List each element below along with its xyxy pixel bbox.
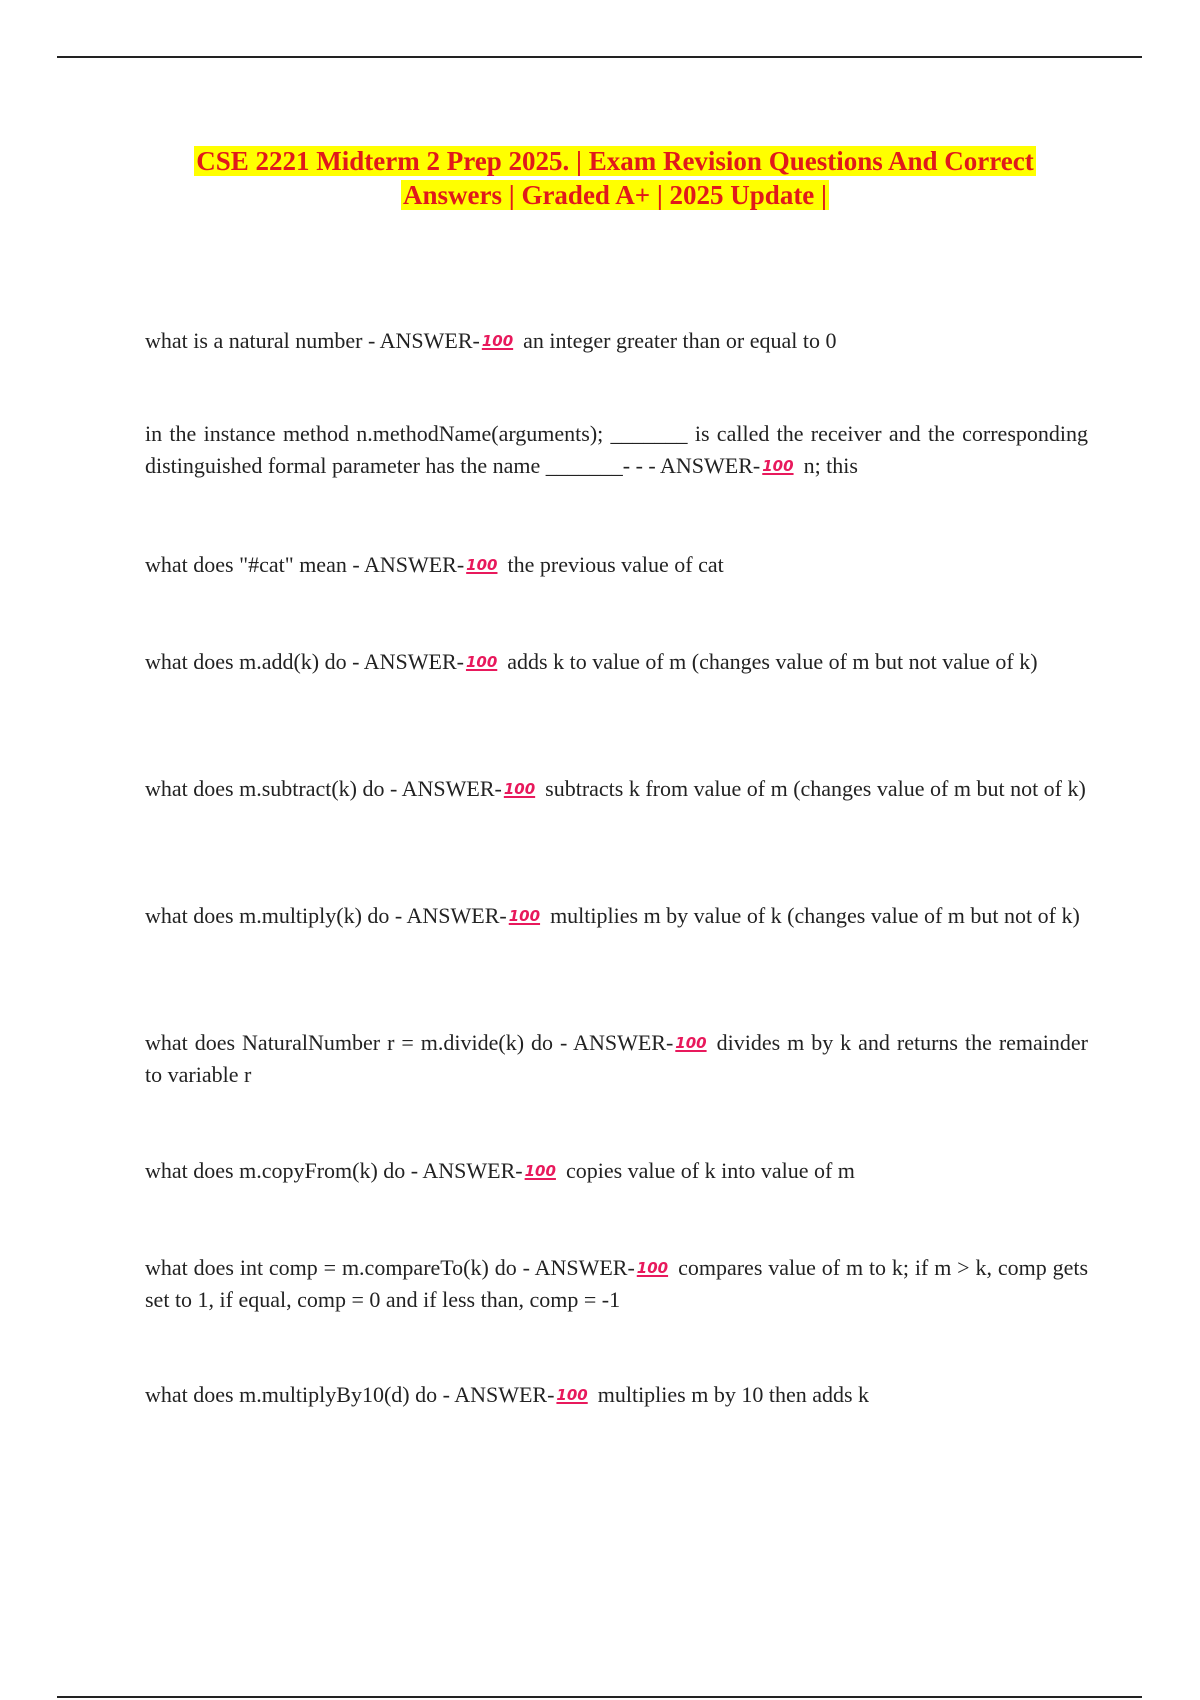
answer-text: adds k to value of m (changes value of m but not value of k) (507, 649, 1038, 674)
hundred-points-icon: 100 (465, 653, 498, 671)
question-text: what does m.multiply(k) do (145, 903, 390, 928)
answer-text: divides m by k and returns the remainder to variable r (145, 1030, 1088, 1087)
hundred-points-icon: 100 (675, 1034, 707, 1052)
qa-item-2 (145, 418, 1088, 482)
question-text: what does int comp = m.compareTo(k) do (145, 1255, 517, 1280)
answer-text: n; this (803, 453, 858, 478)
answer-marker: - ANSWER- (642, 453, 761, 478)
bottom-rule (57, 1696, 1142, 1698)
qa-item-7 (145, 1027, 1088, 1091)
question-text: what does m.copyFrom(k) do (145, 1158, 406, 1183)
answer-text: an integer greater than or equal to 0 (523, 328, 837, 353)
question-text: what does m.subtract(k) do (145, 776, 385, 801)
qa-item-9 (145, 1252, 1088, 1316)
document-title (170, 144, 1060, 212)
hundred-points-icon: 100 (481, 332, 514, 350)
hundred-points-icon: 100 (762, 457, 794, 475)
hundred-points-icon: 100 (466, 556, 498, 574)
answer-marker: - ANSWER- (405, 1158, 523, 1183)
question-text: what does m.multiplyBy10(d) do (145, 1382, 438, 1407)
hundred-points-icon: 100 (636, 1259, 669, 1277)
hundred-points-icon: 100 (556, 1386, 588, 1404)
title-line-2: Answers | Graded A+ | 2025 Update | (403, 180, 827, 210)
question-text: what does NaturalNumber r = m.divide(k) do (145, 1030, 553, 1055)
qa-item-10 (145, 1379, 1088, 1411)
answer-marker: - ANSWER- (384, 776, 502, 801)
answer-marker: - ANSWER- (346, 649, 464, 674)
answer-marker: - ANSWER- (553, 1030, 674, 1055)
answer-marker: - ANSWER- (516, 1255, 635, 1280)
question-text: what does "#cat" mean (145, 552, 347, 577)
qa-item-5 (145, 773, 1088, 805)
answer-text: the previous value of cat (507, 552, 724, 577)
answer-marker: - ANSWER- (362, 328, 480, 353)
question-text: in the instance method n.methodName(arguments); _______ is called the receiver and the corresponding distinguished formal parameter has the name _______- - (145, 421, 1088, 478)
qa-item-6 (145, 900, 1088, 932)
answer-marker: - ANSWER- (389, 903, 507, 928)
qa-item-3 (145, 549, 1088, 581)
top-rule (57, 56, 1142, 58)
hundred-points-icon: 100 (503, 780, 536, 798)
question-text: what is a natural number (145, 328, 363, 353)
answer-text: copies value of k into value of m (565, 1158, 855, 1183)
qa-item-4 (145, 646, 1088, 678)
qa-item-1 (145, 325, 1088, 357)
title-line-1: CSE 2221 Midterm 2 Prep 2025. | Exam Revision Questions And Correct (196, 146, 1034, 176)
answer-marker: - ANSWER- (437, 1382, 555, 1407)
hundred-points-icon: 100 (524, 1162, 556, 1180)
answer-marker: - ANSWER- (346, 552, 465, 577)
question-text: what does m.add(k) do (145, 649, 347, 674)
hundred-points-icon: 100 (508, 907, 541, 925)
answer-text: multiplies m by 10 then adds k (597, 1382, 870, 1407)
qa-item-8 (145, 1155, 1088, 1187)
answer-text: multiplies m by value of k (changes value of m but not of k) (550, 903, 1080, 928)
answer-text: subtracts k from value of m (changes value of m but not of k) (545, 776, 1086, 801)
answer-text: compares value of m to k; if m > k, comp gets set to 1, if equal, comp = 0 and if less than, comp = -1 (145, 1255, 1089, 1312)
